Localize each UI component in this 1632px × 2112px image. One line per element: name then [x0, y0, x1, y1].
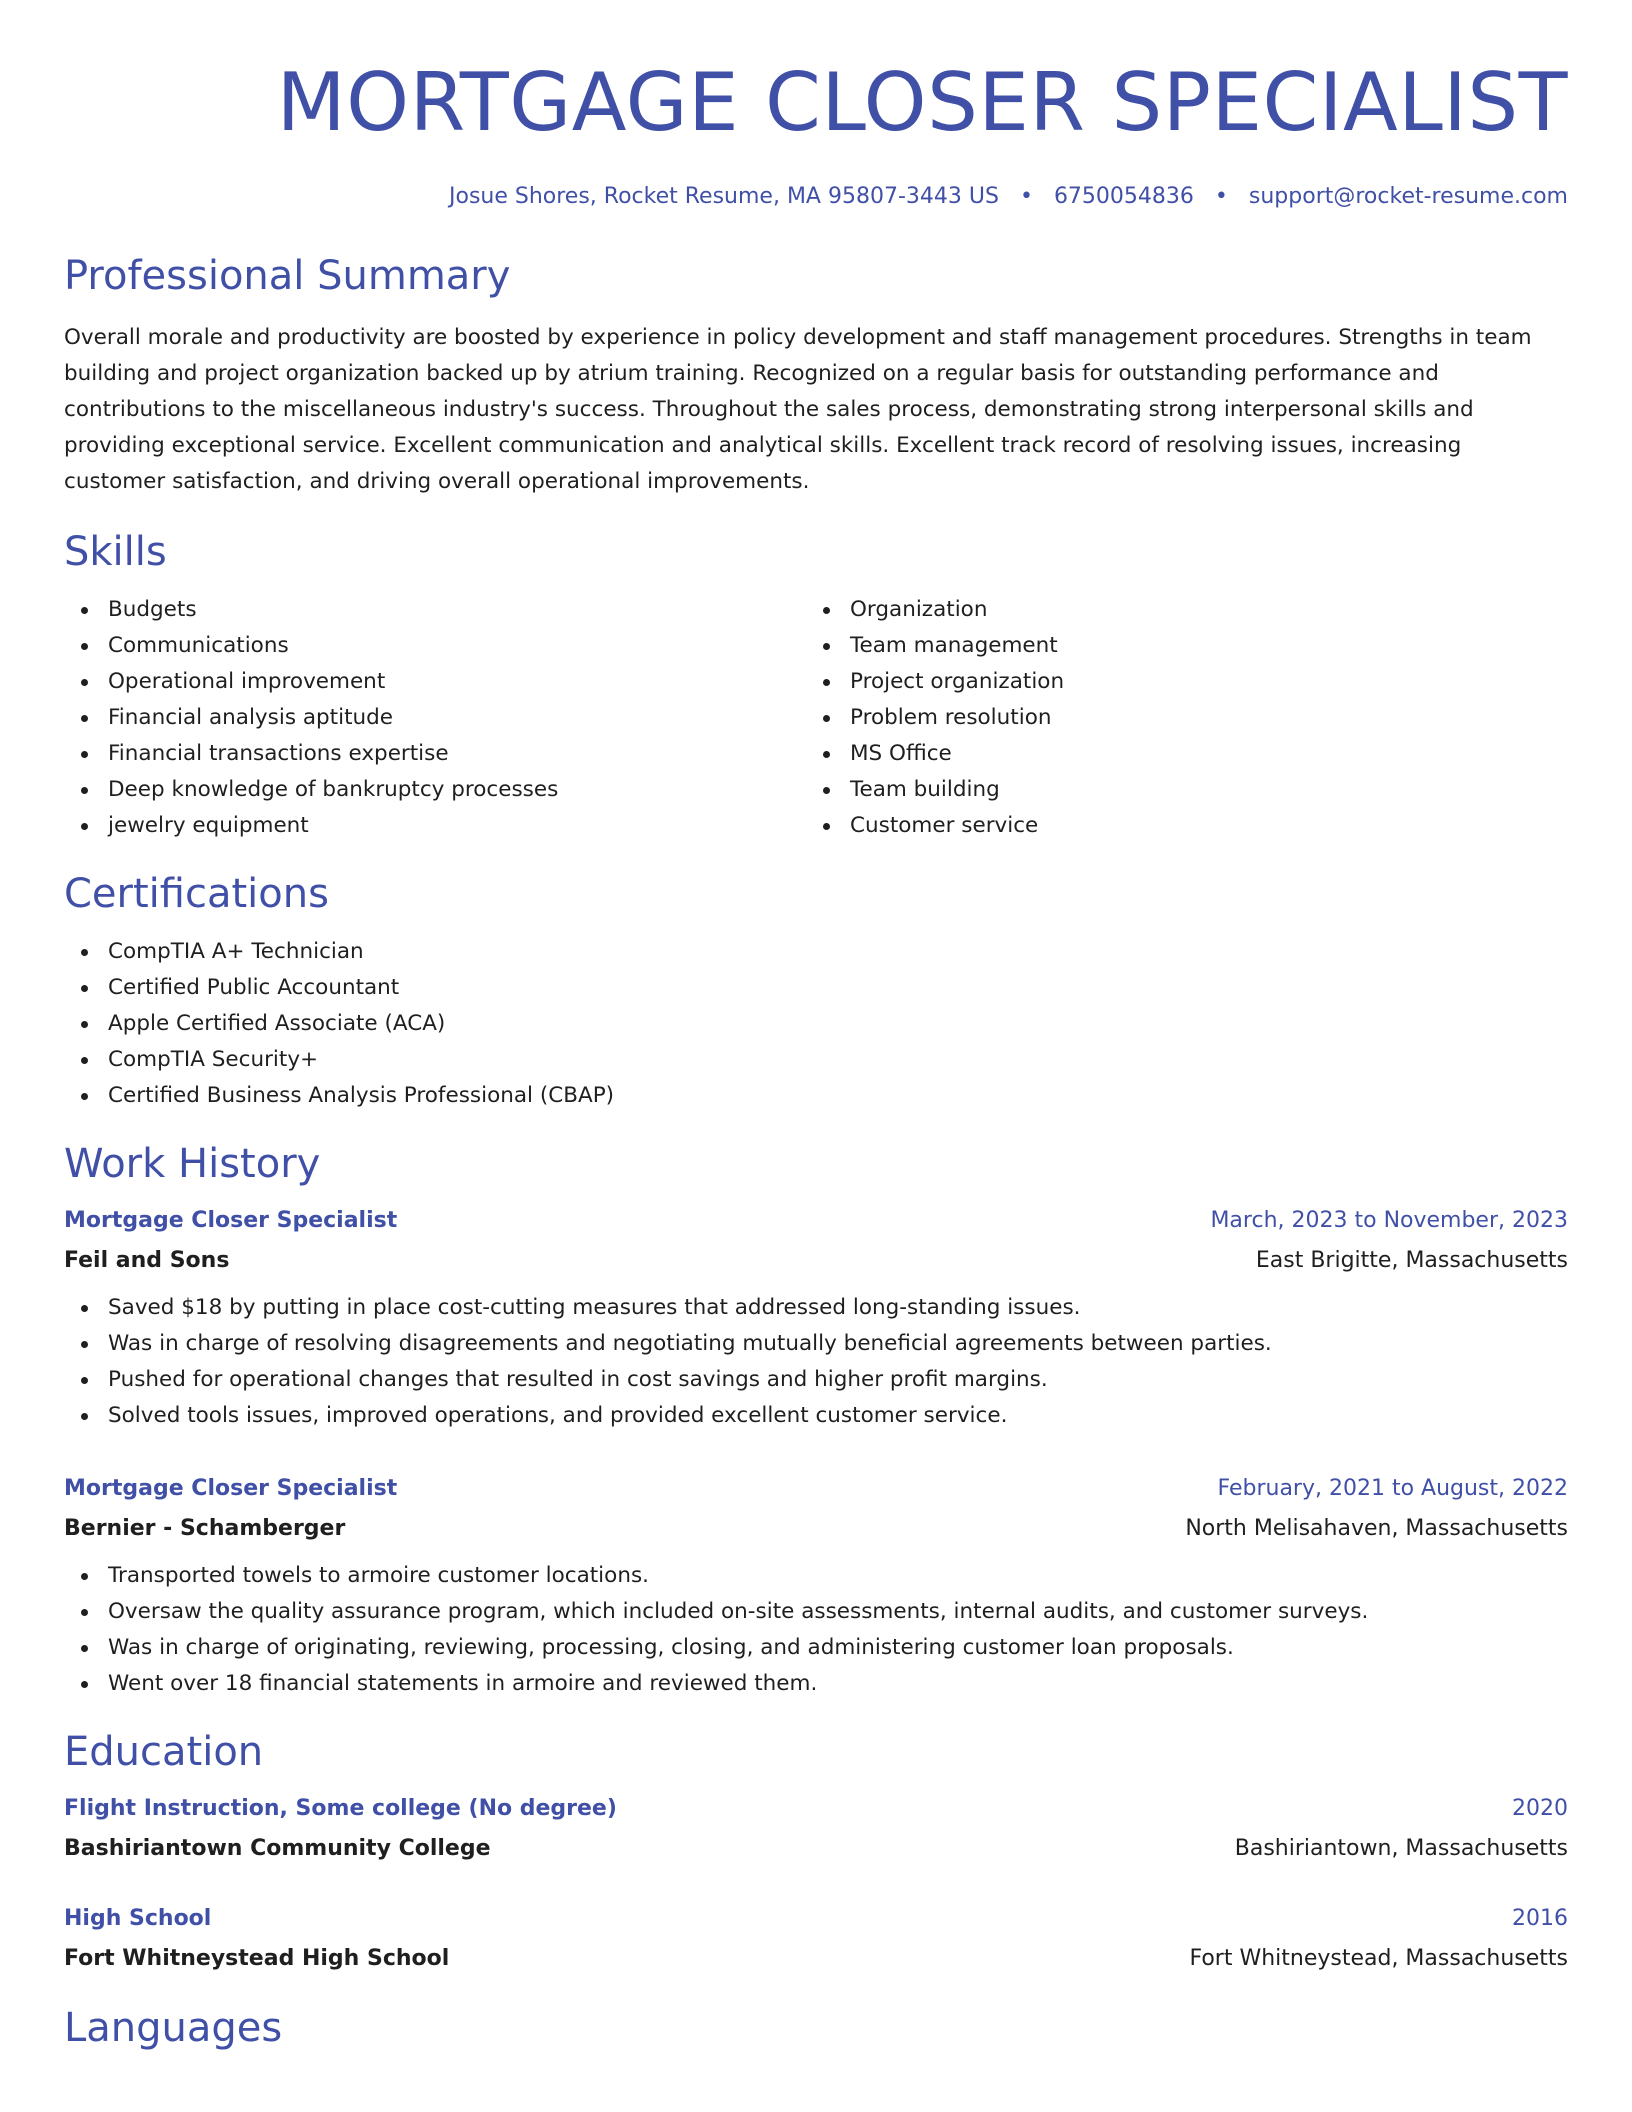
job-bullets — [64, 1290, 1568, 1434]
certifications-list — [64, 934, 1568, 1114]
job-location: East Brigitte, Massachusetts — [1255, 1248, 1568, 1273]
education-school: Bashiriantown Community College — [64, 1836, 491, 1861]
job-bullet: Solved tools issues, improved operations, and provided excellent customer service. — [64, 1398, 1568, 1434]
skills-grid — [64, 592, 1568, 844]
skill-item: jewelry equipment — [64, 808, 806, 844]
summary-text: Overall morale and productivity are boosted by experience in policy development and staff management procedures. Strengths in team building and project organization backed up by atrium training. Recognized on a regular basis for outstanding performance and contributions to the miscellaneous industry's success. Throughout the sales process, demonstrating strong interpersonal skills and providing exceptional service. Excellent communication and analytical skills. Excellent track record of resolving issues, increasing customer satisfaction, and driving overall operational improvements. — [64, 325, 1532, 494]
education-header-row — [64, 1794, 1568, 1824]
education-degree: High School — [64, 1906, 212, 1931]
job-bullet: Went over 18 financial statements in armoire and reviewed them. — [64, 1666, 1568, 1702]
skill-item: Team building — [806, 772, 1548, 808]
job-employer: Feil and Sons — [64, 1248, 230, 1273]
certification-item: Certified Business Analysis Professional (CBAP) — [64, 1078, 1568, 1114]
job-employer-row — [64, 1504, 1568, 1544]
skills-list-left — [64, 592, 806, 844]
certification-item: Certified Public Accountant — [64, 970, 1568, 1006]
skill-item: Deep knowledge of bankruptcy processes — [64, 772, 806, 808]
skill-item: Customer service — [806, 808, 1548, 844]
job-bullet: Was in charge of originating, reviewing, processing, closing, and administering customer loan proposals. — [64, 1630, 1568, 1666]
separator-dot: • — [1019, 184, 1033, 209]
job-bullet: Oversaw the quality assurance program, which included on-site assessments, internal audits, and customer surveys. — [64, 1594, 1568, 1630]
certification-item: Apple Certified Associate (ACA) — [64, 1006, 1568, 1042]
job-location: North Melisahaven, Massachusetts — [1185, 1516, 1568, 1541]
contact-email: support@rocket-resume.com — [1248, 184, 1568, 209]
education-entry — [64, 1794, 1568, 1864]
education-location: Fort Whitneystead, Massachusetts — [1189, 1946, 1568, 1971]
job-role: Mortgage Closer Specialist — [64, 1208, 398, 1233]
separator-dot: • — [1214, 184, 1228, 209]
job-bullet: Was in charge of resolving disagreements and negotiating mutually beneficial agreements between parties. — [64, 1326, 1568, 1362]
job-header-row — [64, 1206, 1568, 1236]
section-title-skills: Skills — [64, 529, 167, 575]
job-bullets — [64, 1558, 1568, 1702]
skill-item: Financial analysis aptitude — [64, 700, 806, 736]
education-school-row — [64, 1934, 1568, 1974]
job-bullet: Pushed for operational changes that resulted in cost savings and higher profit margins. — [64, 1362, 1568, 1398]
job-dates: February, 2021 to August, 2022 — [1217, 1476, 1568, 1501]
section-title-languages: Languages — [64, 2005, 283, 2051]
job-entry — [64, 1206, 1568, 1434]
section-title-certifications: Certifications — [64, 871, 329, 917]
skill-item: Operational improvement — [64, 664, 806, 700]
skill-item: Problem resolution — [806, 700, 1548, 736]
job-entry — [64, 1474, 1568, 1702]
skills-list-right — [806, 592, 1548, 844]
skill-item: Team management — [806, 628, 1548, 664]
skill-item: Budgets — [64, 592, 806, 628]
job-role: Mortgage Closer Specialist — [64, 1476, 398, 1501]
contact-phone: 6750054836 — [1053, 184, 1194, 209]
resume-page — [64, 0, 1568, 2052]
skill-item: Communications — [64, 628, 806, 664]
education-entry — [64, 1904, 1568, 1974]
job-dates: March, 2023 to November, 2023 — [1210, 1208, 1568, 1233]
job-bullet: Transported towels to armoire customer locations. — [64, 1558, 1568, 1594]
job-employer: Bernier - Schamberger — [64, 1516, 346, 1541]
education-year: 2020 — [1512, 1796, 1568, 1821]
job-bullet: Saved $18 by putting in place cost-cutting measures that addressed long-standing issues. — [64, 1290, 1568, 1326]
education-school: Fort Whitneystead High School — [64, 1946, 450, 1971]
education-degree: Flight Instruction, Some college (No degree) — [64, 1796, 617, 1821]
section-title-education: Education — [64, 1729, 264, 1775]
certification-item: CompTIA A+ Technician — [64, 934, 1568, 970]
skill-item: MS Office — [806, 736, 1548, 772]
education-header-row — [64, 1904, 1568, 1934]
job-header-row — [64, 1474, 1568, 1504]
contact-address: Josue Shores, Rocket Resume, MA 95807-3443 US — [449, 184, 999, 209]
skill-item: Project organization — [806, 664, 1548, 700]
section-title-work-history: Work History — [64, 1141, 321, 1187]
skill-item: Organization — [806, 592, 1548, 628]
education-school-row — [64, 1824, 1568, 1864]
education-year: 2016 — [1512, 1906, 1568, 1931]
job-employer-row — [64, 1236, 1568, 1276]
section-title-summary: Professional Summary — [64, 253, 511, 299]
skill-item: Financial transactions expertise — [64, 736, 806, 772]
resume-title: MORTGAGE CLOSER SPECIALIST — [276, 56, 1568, 149]
education-location: Bashiriantown, Massachusetts — [1234, 1836, 1568, 1861]
certification-item: CompTIA Security+ — [64, 1042, 1568, 1078]
contact-line — [64, 182, 1568, 212]
